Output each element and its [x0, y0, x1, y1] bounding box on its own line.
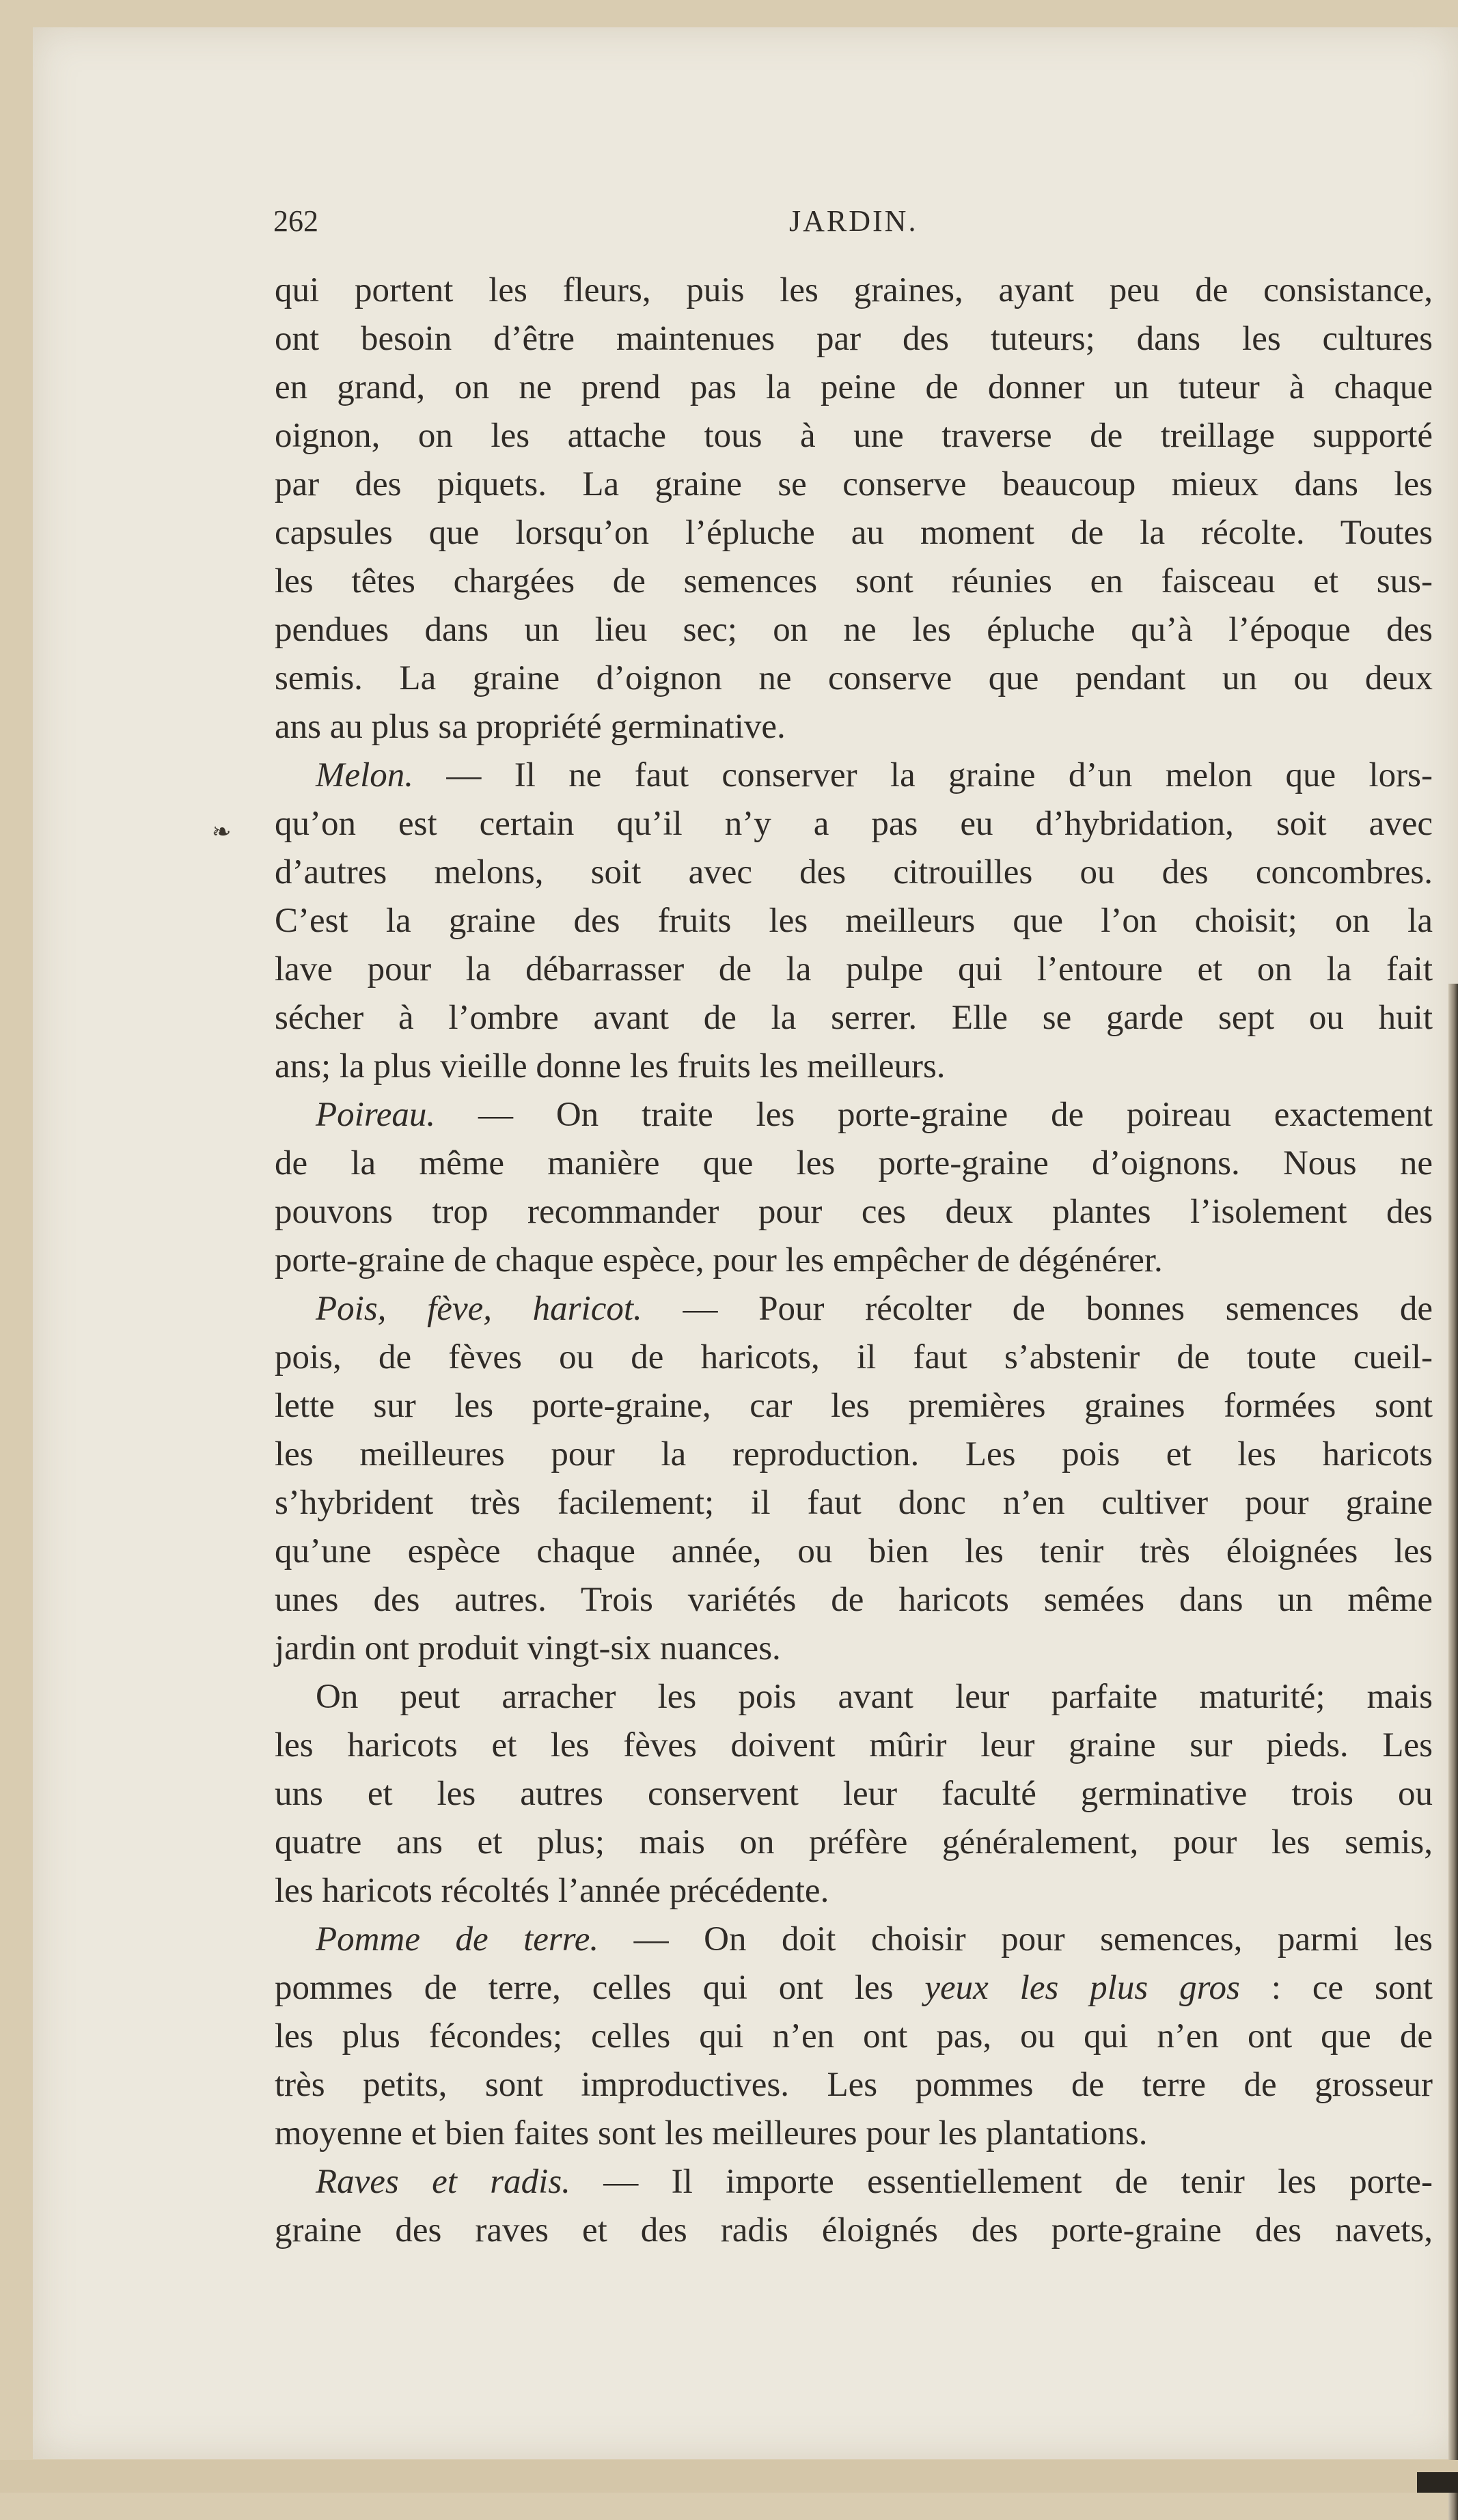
text-line: [275, 703, 1433, 751]
page-number: 262: [273, 204, 318, 238]
text-run: porte-graine de chaque espèce, pour les empêcher de dégénérer.: [275, 1241, 1163, 1279]
text-run: C’est la graine des fruits les meilleurs que l’on choisit; on la: [275, 902, 1433, 940]
text-line: [275, 2158, 1433, 2206]
text-run: oignon, on les attache tous à une traverse de treillage supporté: [275, 417, 1433, 455]
text-line: [275, 606, 1433, 654]
text-run: jardin ont produit vingt-six nuances.: [275, 1629, 781, 1667]
text-run: semis. La graine d’oignon ne conserve que pendant un ou deux: [275, 659, 1433, 697]
text-line: [275, 266, 1433, 315]
text-run: moyenne et bien faites sont les meilleures pour les plantations.: [275, 2114, 1148, 2152]
text-line: [275, 897, 1433, 945]
text-line: [275, 1236, 1433, 1285]
text-run: quatre ans et plus; mais on préfère généralement, pour les semis,: [275, 1823, 1433, 1861]
text-line: [275, 1188, 1433, 1236]
text-run: les plus fécondes; celles qui n’en ont pas, ou qui n’en ont que de: [275, 2017, 1433, 2055]
text-run: lette sur les porte-graine, car les premières graines formées sont: [275, 1387, 1433, 1425]
text-run: pendues dans un lieu sec; on ne les épluche qu’à l’époque des: [275, 611, 1433, 649]
text-run: en grand, on ne prend pas la peine de donner un tuteur à chaque: [275, 368, 1433, 406]
text-line: [275, 1576, 1433, 1624]
running-head: [273, 198, 1435, 246]
text-line: [275, 1721, 1433, 1770]
text-run: d’autres melons, soit avec des citrouilles ou des concombres.: [275, 853, 1433, 891]
text-line: [275, 1333, 1433, 1382]
text-run: ont besoin d’être maintenues par des tuteurs; dans les cultures: [275, 320, 1433, 358]
text-run: — Pour récolter de bonnes semences de: [642, 1290, 1433, 1328]
text-line: [275, 2109, 1433, 2158]
text-run: s’hybrident très facilement; il faut donc n’en cultiver pour graine: [275, 1484, 1433, 1522]
text-run: On peut arracher les pois avant leur parfaite maturité; mais: [316, 1678, 1433, 1716]
text-run: sécher à l’ombre avant de la serrer. Elle se garde sept ou huit: [275, 999, 1433, 1037]
text-run: les meilleures pour la reproduction. Les pois et les haricots: [275, 1435, 1433, 1473]
text-line: [275, 1042, 1433, 1091]
running-title: JARDIN.: [789, 204, 918, 238]
italic-term: Pois, fève, haricot.: [316, 1290, 642, 1328]
text-run: — On doit choisir pour semences, parmi les: [599, 1920, 1433, 1958]
text-run: de la même manière que les porte-graine d’oignons. Nous ne: [275, 1144, 1433, 1182]
text-line: [275, 1624, 1433, 1673]
text-line: [275, 1673, 1433, 1721]
text-line: [275, 1818, 1433, 1867]
text-run: les haricots récoltés l’année précédente.: [275, 1872, 829, 1910]
text-line: [275, 363, 1433, 412]
text-line: [275, 460, 1433, 509]
text-run: — Il ne faut conserver la graine d’un melon que lors-: [413, 756, 1433, 794]
text-run: les têtes chargées de semences sont réunies en faisceau et sus-: [275, 562, 1433, 600]
text-line: [275, 800, 1433, 848]
text-line: [275, 1479, 1433, 1527]
text-line: [275, 994, 1433, 1042]
italic-term: yeux les plus gros: [924, 1969, 1240, 2007]
text-line: [275, 315, 1433, 363]
text-line: [275, 1382, 1433, 1430]
text-line: [275, 1285, 1433, 1333]
text-line: [275, 1527, 1433, 1576]
text-line: [275, 1139, 1433, 1188]
text-run: pommes de terre, celles qui ont les: [275, 1969, 925, 2007]
text-line: [275, 1867, 1433, 1915]
text-line: [275, 509, 1433, 557]
page-bottom-margin: [0, 2460, 1458, 2493]
text-run: ans; la plus vieille donne les fruits les meilleurs.: [275, 1047, 946, 1085]
margin-mark-icon: ❧: [212, 818, 232, 846]
text-run: — Il importe essentiellement de tenir les porte-: [570, 2163, 1433, 2201]
text-run: qu’une espèce chaque année, ou bien les tenir très éloignées les: [275, 1532, 1433, 1570]
italic-term: Raves et radis.: [316, 2163, 570, 2201]
binding-mark: [1417, 2472, 1458, 2493]
body-text: [275, 266, 1433, 2255]
text-line: [275, 2012, 1433, 2061]
text-run: pouvons trop recommander pour ces deux plantes l’isolement des: [275, 1193, 1433, 1231]
text-line: [275, 848, 1433, 897]
text-run: ans au plus sa propriété germinative.: [275, 708, 786, 746]
text-line: [275, 1430, 1433, 1479]
text-line: [275, 2061, 1433, 2109]
text-line: [275, 1091, 1433, 1139]
text-run: par des piquets. La graine se conserve beaucoup mieux dans les: [275, 465, 1433, 503]
text-line: [275, 412, 1433, 460]
text-run: qui portent les fleurs, puis les graines, ayant peu de consistance,: [275, 271, 1433, 309]
italic-term: Poireau.: [316, 1096, 436, 1134]
text-run: très petits, sont improductives. Les pommes de terre de grosseur: [275, 2066, 1433, 2104]
italic-term: Pomme de terre.: [316, 1920, 599, 1958]
text-line: [275, 1964, 1433, 2012]
text-run: graine des raves et des radis éloignés des porte-graine des navets,: [275, 2211, 1433, 2249]
text-line: [275, 2206, 1433, 2255]
text-line: [275, 654, 1433, 703]
text-run: les haricots et les fèves doivent mûrir leur graine sur pieds. Les: [275, 1726, 1433, 1764]
page-edge: [1448, 984, 1458, 2520]
text-run: qu’on est certain qu’il n’y a pas eu d’hybridation, soit avec: [275, 805, 1433, 843]
italic-term: Melon.: [316, 756, 414, 794]
text-run: : ce sont: [1239, 1969, 1433, 2007]
text-line: [275, 1915, 1433, 1964]
text-run: pois, de fèves ou de haricots, il faut s’abstenir de toute cueil-: [275, 1338, 1433, 1376]
text-line: [275, 1770, 1433, 1818]
text-run: lave pour la débarrasser de la pulpe qui l’entoure et on la fait: [275, 950, 1433, 988]
text-line: [275, 945, 1433, 994]
text-run: — On traite les porte-graine de poireau exactement: [435, 1096, 1433, 1134]
text-line: [275, 751, 1433, 800]
text-run: unes des autres. Trois variétés de haricots semées dans un même: [275, 1581, 1433, 1619]
text-line: [275, 557, 1433, 606]
text-run: uns et les autres conservent leur faculté germinative trois ou: [275, 1775, 1433, 1813]
text-run: capsules que lorsqu’on l’épluche au moment de la récolte. Toutes: [275, 514, 1433, 552]
